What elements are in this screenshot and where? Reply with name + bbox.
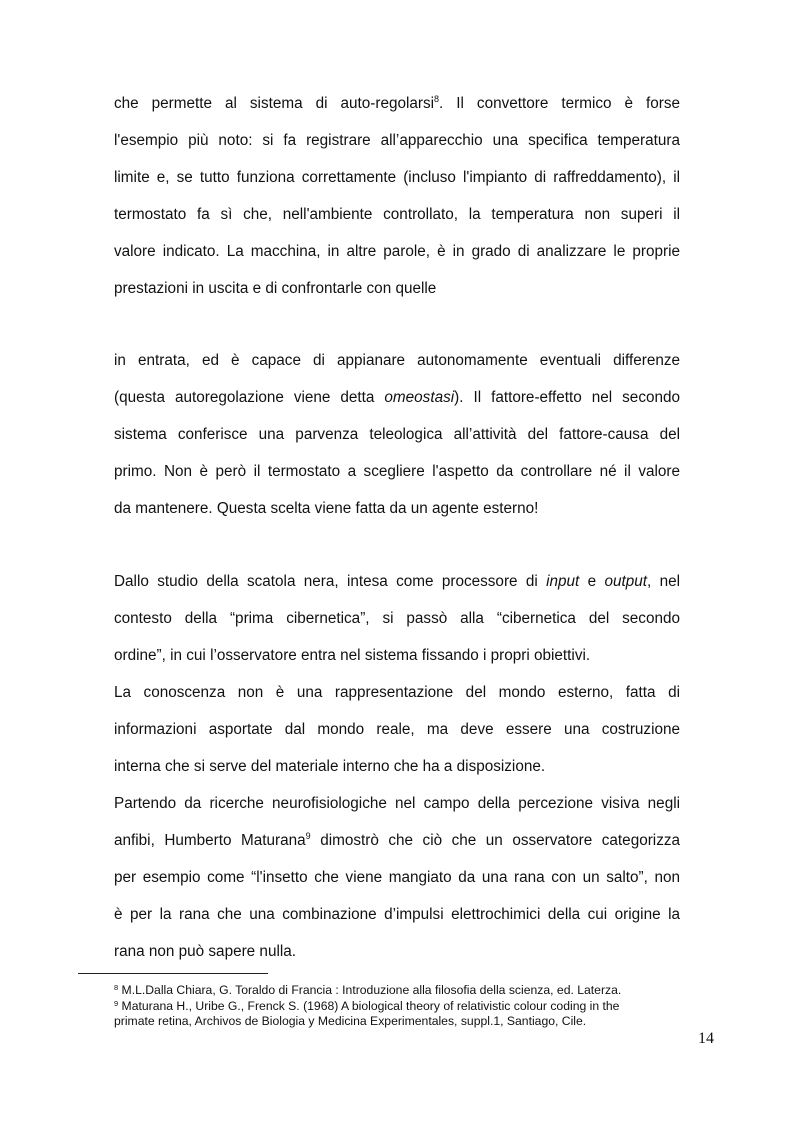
page-number: 14 xyxy=(698,1030,714,1047)
paragraph-line: (questa autoregolazione viene detta omeostasi). Il fattore-effetto nel secondo xyxy=(114,389,680,406)
paragraph-line: La conoscenza non è una rappresentazione del mondo esterno, fatta di xyxy=(114,684,680,701)
footnote-9: $^9$ Maturana H., Uribe G., Frenck S. (1968) A biological theory of relativistic colour coding in the xyxy=(114,999,620,1013)
paragraph-line: interna che si serve del materiale interno che ha a disposizione. xyxy=(114,758,546,775)
paragraph-line: valore indicato. La macchina, in altre parole, è in grado di analizzare le proprie xyxy=(114,243,680,260)
paragraph-line: l'esempio più noto: si fa registrare all’apparecchio una specifica temperatura xyxy=(114,132,680,149)
footnote-8: $^8$ M.L.Dalla Chiara, G. Toraldo di Francia : Introduzione alla filosofia della scienza, ed. Laterza. xyxy=(114,983,622,997)
footnote-9-continuation: primate retina, Archivos de Biologia y Medicina Experimentales, suppl.1, Santiago, Cile. xyxy=(114,1014,587,1028)
paragraph-line: rana non può sapere nulla. xyxy=(114,943,297,960)
paragraph-line: limite e, se tutto funziona correttamente (incluso l'impianto di raffreddamento), il xyxy=(114,169,680,186)
footnote-separator xyxy=(78,973,268,974)
emphasis-term: input xyxy=(546,573,580,590)
emphasis-term: omeostasi xyxy=(384,389,455,406)
paragraph-line: ordine”, in cui l’osservatore entra nel sistema fissando i propri obiettivi. xyxy=(114,647,591,664)
paragraph-line: che permette al sistema di auto-regolarsi$^8$. Il convettore termico è forse xyxy=(114,94,680,112)
paragraph-line: in entrata, ed è capace di appianare autonomamente eventuali differenze xyxy=(114,352,680,369)
paragraph-line: è per la rana che una combinazione d’impulsi elettrochimici della cui origine la xyxy=(114,906,680,923)
paragraph-line: anfibi, Humberto Maturana$^9$ dimostrò che ciò che un osservatore categorizza xyxy=(114,831,681,849)
paragraph-line: Dallo studio della scatola nera, intesa come processore di input e output, nel xyxy=(114,573,680,590)
paragraph-line: contesto della “prima cibernetica”, si passò alla “cibernetica del secondo xyxy=(114,610,680,627)
paragraph-line: termostato fa sì che, nell'ambiente controllato, la temperatura non superi il xyxy=(114,206,680,223)
paragraph-line: informazioni asportate dal mondo reale, ma deve essere una costruzione xyxy=(114,721,680,738)
paragraph-line: da mantenere. Questa scelta viene fatta da un agente esterno! xyxy=(114,500,539,517)
paragraph-line: prestazioni in uscita e di confrontarle con quelle xyxy=(114,280,437,297)
emphasis-term: output xyxy=(604,573,647,590)
paragraph-line: Partendo da ricerche neurofisiologiche nel campo della percezione visiva negli xyxy=(114,795,680,812)
paragraph-line: per esempio come “l'insetto che viene mangiato da una rana con un salto”, non xyxy=(114,869,680,886)
paragraph-line: sistema conferisce una parvenza teleologica all’attività del fattore-causa del xyxy=(114,426,680,443)
paragraph-line: primo. Non è però il termostato a scegliere l'aspetto da controllare né il valore xyxy=(114,463,680,480)
footnote-reference[interactable]: 8 xyxy=(434,94,440,104)
footnote-reference[interactable]: 9 xyxy=(305,831,311,841)
